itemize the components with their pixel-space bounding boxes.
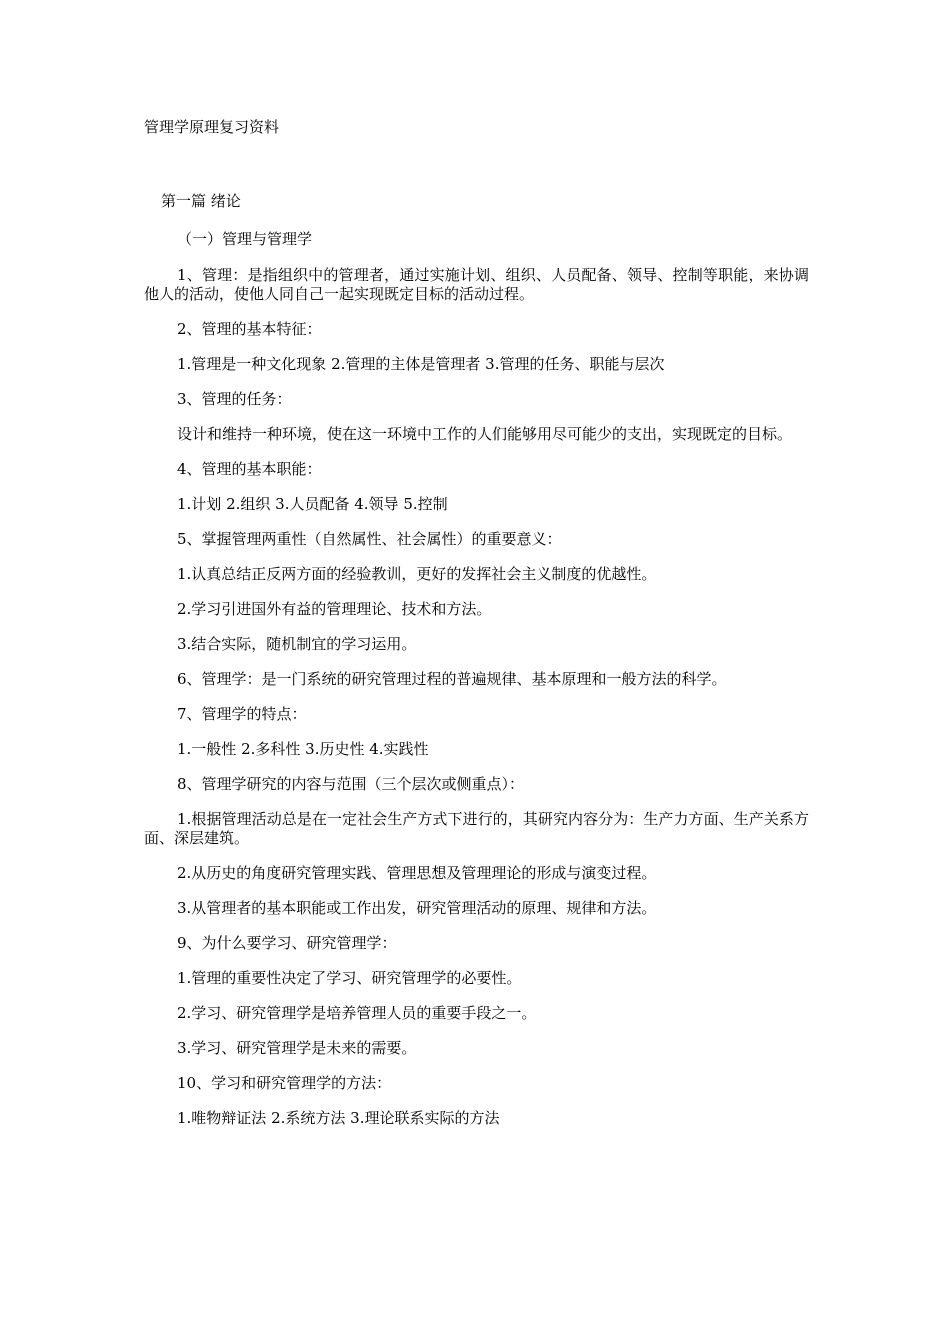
paragraph: 9、为什么要学习、研究管理学： [177, 934, 397, 952]
paragraph: 1.认真总结正反两方面的经验教训，更好的发挥社会主义制度的优越性。 [177, 565, 657, 583]
paragraph: 1.管理是一种文化现象 2.管理的主体是管理者 3.管理的任务、职能与层次 [177, 355, 665, 373]
document-body [144, 229, 809, 1144]
paragraph: 1.计划 2.组织 3.人员配备 4.领导 5.控制 [177, 495, 448, 513]
paragraph: 3.结合实际，随机制宜的学习运用。 [177, 635, 417, 653]
paragraph: 2.从历史的角度研究管理实践、管理思想及管理理论的形成与演变过程。 [177, 864, 657, 882]
paragraph: 1.根据管理活动总是在一定社会生产方式下进行的，其研究内容分为：生产力方面、生产关系方面、深层建筑。 [144, 810, 809, 847]
paragraph: 1.管理的重要性决定了学习、研究管理学的必要性。 [177, 969, 522, 987]
paragraph: 3.学习、研究管理学是未来的需要。 [177, 1039, 417, 1057]
paragraph: 4、管理的基本职能： [177, 460, 322, 478]
subsection-title: （一）管理与管理学 [177, 230, 313, 248]
paragraph: 1、管理：是指组织中的管理者，通过实施计划、组织、人员配备、领导、控制等职能，来协调他人的活动，使他人同自己一起实现既定目标的活动过程。 [144, 266, 809, 303]
paragraph: 8、管理学研究的内容与范围（三个层次或侧重点）： [177, 775, 525, 793]
paragraph: 3.从管理者的基本职能或工作出发，研究管理活动的原理、规律和方法。 [177, 899, 657, 917]
paragraph: 1.唯物辩证法 2.系统方法 3.理论联系实际的方法 [177, 1109, 500, 1127]
paragraph: 10、学习和研究管理学的方法： [177, 1074, 392, 1092]
document-title: 管理学原理复习资料 [144, 118, 280, 136]
paragraph: 2、管理的基本特征： [177, 320, 322, 338]
paragraph: 2.学习、研究管理学是培养管理人员的重要手段之一。 [177, 1004, 537, 1022]
paragraph: 6、管理学：是一门系统的研究管理过程的普遍规律、基本原理和一般方法的科学。 [177, 670, 727, 688]
section-title: 第一篇 绪论 [161, 192, 241, 210]
paragraph: 2.学习引进国外有益的管理理论、技术和方法。 [177, 600, 492, 618]
paragraph: 1.一般性 2.多科性 3.历史性 4.实践性 [177, 740, 429, 758]
paragraph: 设计和维持一种环境，使在这一环境中工作的人们能够用尽可能少的支出，实现既定的目标。 [177, 425, 793, 443]
paragraph: 7、管理学的特点： [177, 705, 307, 723]
paragraph: 5、掌握管理两重性（自然属性、社会属性）的重要意义： [177, 530, 562, 548]
paragraph: 3、管理的任务： [177, 390, 292, 408]
